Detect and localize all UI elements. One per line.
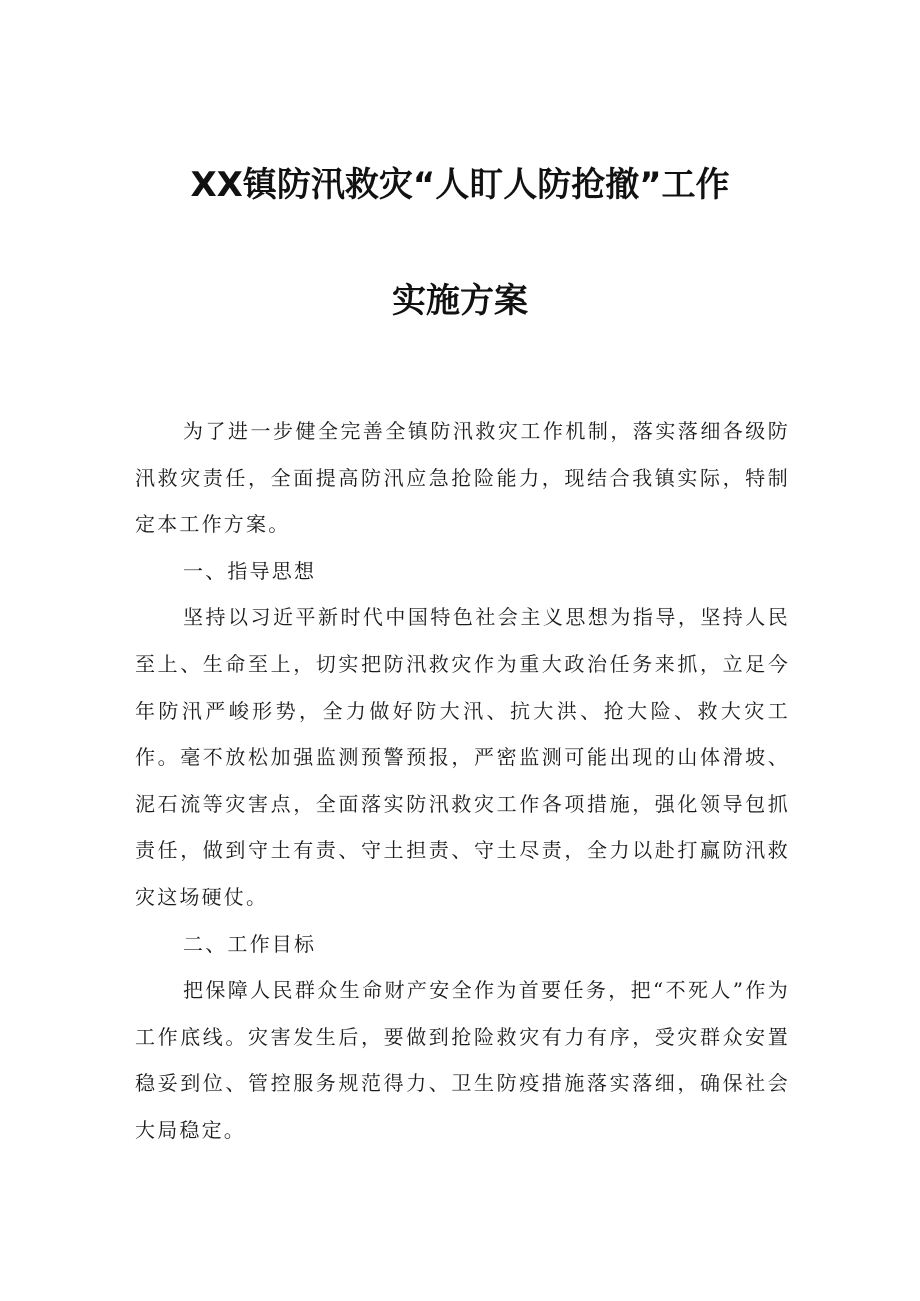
guiding-ideology-paragraph: 坚持以习近平新时代中国特色社会主义思想为指导，坚持人民至上、生命至上，切实把防汛救灾作为重大政治任务来抓，立足今年防汛严峻形势，全力做好防大汛、抗大洪、抢大险、救大灾工作。毫不放松加强监测预警预报，严密监测可能出现的山体滑坡、泥石流等灾害点，全面落实防汛救灾工作各项措施，强化领导包抓责任，做到守土有责、守土担责、守土尽责，全力以赴打赢防汛救灾这场硬仗。 bbox=[135, 605, 790, 909]
document-title-line-1: XX镇防汛救灾“人盯人防抢撤”工作 bbox=[190, 165, 730, 205]
intro-paragraph: 为了进一步健全完善全镇防汛救灾工作机制，落实落细各级防汛救灾责任，全面提高防汛应急抢险能力，现结合我镇实际，特制定本工作方案。 bbox=[135, 419, 790, 537]
document-title-line-2: 实施方案 bbox=[392, 281, 528, 321]
document-body bbox=[135, 408, 790, 1154]
work-goals-paragraph: 把保障人民群众生命财产安全作为首要任务，把“不死人”作为工作底线。灾害发生后，要做到抢险救灾有力有序，受灾群众安置稳妥到位、管控服务规范得力、卫生防疫措施落实落细，确保社会大局稳定。 bbox=[135, 978, 790, 1142]
section-heading-guiding-ideology: 一、指导思想 bbox=[183, 558, 317, 583]
section-heading-work-goals: 二、工作目标 bbox=[183, 931, 317, 956]
